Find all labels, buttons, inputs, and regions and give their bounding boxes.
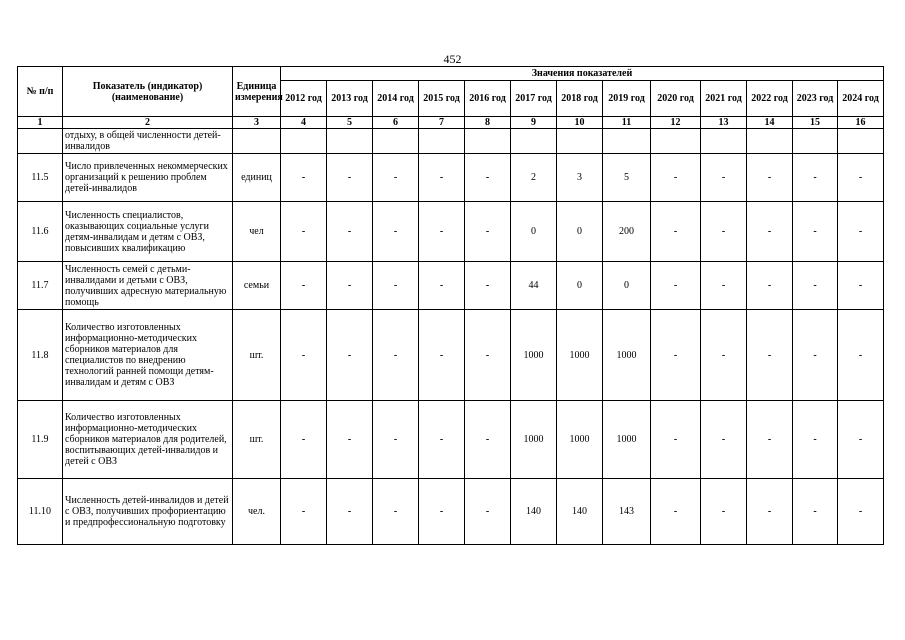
value-cell: - bbox=[419, 262, 465, 310]
value-cell: 1000 bbox=[511, 401, 557, 479]
header-year: 2018 год bbox=[557, 81, 603, 117]
value-cell: - bbox=[701, 401, 747, 479]
header-year: 2016 год bbox=[465, 81, 511, 117]
row-unit: чел. bbox=[233, 479, 281, 545]
column-number: 3 bbox=[233, 117, 281, 129]
value-cell: - bbox=[701, 202, 747, 262]
header-year: 2024 год bbox=[838, 81, 884, 117]
value-cell: - bbox=[747, 262, 793, 310]
value-cell: - bbox=[327, 262, 373, 310]
value-cell: - bbox=[419, 202, 465, 262]
value-cell: - bbox=[281, 310, 327, 401]
table-row bbox=[18, 310, 884, 401]
value-cell: 3 bbox=[557, 154, 603, 202]
row-unit: единиц bbox=[233, 154, 281, 202]
column-number: 13 bbox=[701, 117, 747, 129]
value-cell: - bbox=[281, 202, 327, 262]
value-cell: - bbox=[838, 479, 884, 545]
value-cell: 1000 bbox=[511, 310, 557, 401]
value-cell: 200 bbox=[603, 202, 651, 262]
value-cell: - bbox=[793, 154, 838, 202]
header-values: Значения показателей bbox=[281, 67, 884, 81]
value-cell: - bbox=[327, 154, 373, 202]
value-cell: - bbox=[651, 479, 701, 545]
header-unit: Единица измерения bbox=[233, 67, 281, 117]
value-cell: - bbox=[701, 479, 747, 545]
value-cell: - bbox=[838, 154, 884, 202]
value-cell: - bbox=[373, 310, 419, 401]
value-cell: - bbox=[651, 310, 701, 401]
header-indicator: Показатель (индикатор) (наименование) bbox=[63, 67, 233, 117]
column-number: 4 bbox=[281, 117, 327, 129]
table-row bbox=[18, 154, 884, 202]
value-cell: - bbox=[651, 154, 701, 202]
column-number: 15 bbox=[793, 117, 838, 129]
value-cell: 2 bbox=[511, 154, 557, 202]
value-cell: - bbox=[327, 202, 373, 262]
row-name: Количество изготовленных информационно-методических сборников материалов для специалистов по внедрению технологий ранней помощи детям-инвалидам и детям с ОВЗ bbox=[63, 310, 233, 401]
value-cell: 44 bbox=[511, 262, 557, 310]
column-number: 9 bbox=[511, 117, 557, 129]
value-cell: 1000 bbox=[557, 310, 603, 401]
value-cell: - bbox=[793, 401, 838, 479]
column-number: 14 bbox=[747, 117, 793, 129]
value-cell: 5 bbox=[603, 154, 651, 202]
value-cell: 1000 bbox=[557, 401, 603, 479]
value-cell: - bbox=[747, 154, 793, 202]
value-cell: - bbox=[281, 401, 327, 479]
value-cell: - bbox=[747, 401, 793, 479]
value-cell: - bbox=[281, 479, 327, 545]
column-number: 8 bbox=[465, 117, 511, 129]
page-number: 452 bbox=[443, 52, 462, 66]
header-year: 2019 год bbox=[603, 81, 651, 117]
value-cell: - bbox=[419, 310, 465, 401]
value-cell: - bbox=[838, 202, 884, 262]
table-row bbox=[18, 262, 884, 310]
row-unit: шт. bbox=[233, 401, 281, 479]
row-num: 11.6 bbox=[18, 202, 63, 262]
row-num: 11.7 bbox=[18, 262, 63, 310]
value-cell: - bbox=[327, 401, 373, 479]
value-cell: - bbox=[419, 401, 465, 479]
row-num: 11.8 bbox=[18, 310, 63, 401]
value-cell: - bbox=[793, 262, 838, 310]
value-cell: 0 bbox=[511, 202, 557, 262]
value-cell: - bbox=[419, 154, 465, 202]
table-row bbox=[18, 479, 884, 545]
value-cell: - bbox=[465, 401, 511, 479]
value-cell: - bbox=[281, 154, 327, 202]
row-num: 11.9 bbox=[18, 401, 63, 479]
header-year: 2020 год bbox=[651, 81, 701, 117]
value-cell: - bbox=[701, 262, 747, 310]
value-cell: 1000 bbox=[603, 310, 651, 401]
value-cell: - bbox=[793, 310, 838, 401]
header-year: 2015 год bbox=[419, 81, 465, 117]
value-cell: - bbox=[651, 401, 701, 479]
row-num bbox=[18, 129, 63, 154]
value-cell: 0 bbox=[557, 262, 603, 310]
row-num: 11.5 bbox=[18, 154, 63, 202]
value-cell: - bbox=[465, 310, 511, 401]
row-unit: семьи bbox=[233, 262, 281, 310]
value-cell: - bbox=[373, 401, 419, 479]
value-cell: - bbox=[465, 262, 511, 310]
value-cell: - bbox=[465, 202, 511, 262]
value-cell: 140 bbox=[511, 479, 557, 545]
value-cell: 0 bbox=[603, 262, 651, 310]
value-cell: - bbox=[651, 202, 701, 262]
value-cell: - bbox=[701, 154, 747, 202]
value-cell: 143 bbox=[603, 479, 651, 545]
column-number: 12 bbox=[651, 117, 701, 129]
header-year: 2021 год bbox=[701, 81, 747, 117]
row-num: 11.10 bbox=[18, 479, 63, 545]
value-cell: - bbox=[838, 401, 884, 479]
header-year: 2022 год bbox=[747, 81, 793, 117]
value-cell: - bbox=[465, 479, 511, 545]
value-cell: - bbox=[793, 479, 838, 545]
value-cell: - bbox=[327, 479, 373, 545]
value-cell: - bbox=[747, 479, 793, 545]
table-row bbox=[18, 202, 884, 262]
value-cell: - bbox=[465, 154, 511, 202]
column-number: 1 bbox=[18, 117, 63, 129]
value-cell: 0 bbox=[557, 202, 603, 262]
table-row bbox=[18, 401, 884, 479]
header-year: 2014 год bbox=[373, 81, 419, 117]
value-cell: - bbox=[838, 262, 884, 310]
table-row bbox=[18, 129, 884, 154]
row-name: Численность детей-инвалидов и детей с ОВЗ, получивших профориентацию и предпрофессиональную подготовку bbox=[63, 479, 233, 545]
header-year: 2013 год bbox=[327, 81, 373, 117]
row-name: Численность специалистов, оказывающих социальные услуги детям-инвалидам и детям с ОВЗ, повысивших квалификацию bbox=[63, 202, 233, 262]
value-cell: - bbox=[373, 154, 419, 202]
row-name: Количество изготовленных информационно-методических сборников материалов для родителей, воспитывающих детей-инвалидов и детей с ОВЗ bbox=[63, 401, 233, 479]
column-number: 10 bbox=[557, 117, 603, 129]
column-number: 5 bbox=[327, 117, 373, 129]
value-cell: - bbox=[838, 310, 884, 401]
row-unit: шт. bbox=[233, 310, 281, 401]
column-number: 6 bbox=[373, 117, 419, 129]
value-cell: 140 bbox=[557, 479, 603, 545]
indicators-table bbox=[17, 66, 884, 545]
value-cell: - bbox=[281, 262, 327, 310]
value-cell: - bbox=[651, 262, 701, 310]
column-number: 16 bbox=[838, 117, 884, 129]
value-cell: - bbox=[327, 310, 373, 401]
row-unit bbox=[233, 129, 281, 154]
row-name: отдыху, в общей численности детей-инвалидов bbox=[63, 129, 233, 154]
value-cell: - bbox=[747, 310, 793, 401]
header-num: № п/п bbox=[18, 67, 63, 117]
header-year: 2017 год bbox=[511, 81, 557, 117]
value-cell: - bbox=[793, 202, 838, 262]
value-cell: - bbox=[373, 202, 419, 262]
row-name: Численность семей с детьми-инвалидами и детьми с ОВЗ, получивших адресную материальную помощь bbox=[63, 262, 233, 310]
row-unit: чел bbox=[233, 202, 281, 262]
value-cell: - bbox=[373, 479, 419, 545]
column-number: 2 bbox=[63, 117, 233, 129]
column-number: 7 bbox=[419, 117, 465, 129]
value-cell: - bbox=[747, 202, 793, 262]
header-year: 2012 год bbox=[281, 81, 327, 117]
column-numbers-row bbox=[18, 117, 884, 129]
header-year: 2023 год bbox=[793, 81, 838, 117]
row-name: Число привлеченных некоммерческих организаций к решению проблем детей-инвалидов bbox=[63, 154, 233, 202]
value-cell: - bbox=[373, 262, 419, 310]
value-cell: 1000 bbox=[603, 401, 651, 479]
column-number: 11 bbox=[603, 117, 651, 129]
value-cell: - bbox=[701, 310, 747, 401]
value-cell: - bbox=[419, 479, 465, 545]
